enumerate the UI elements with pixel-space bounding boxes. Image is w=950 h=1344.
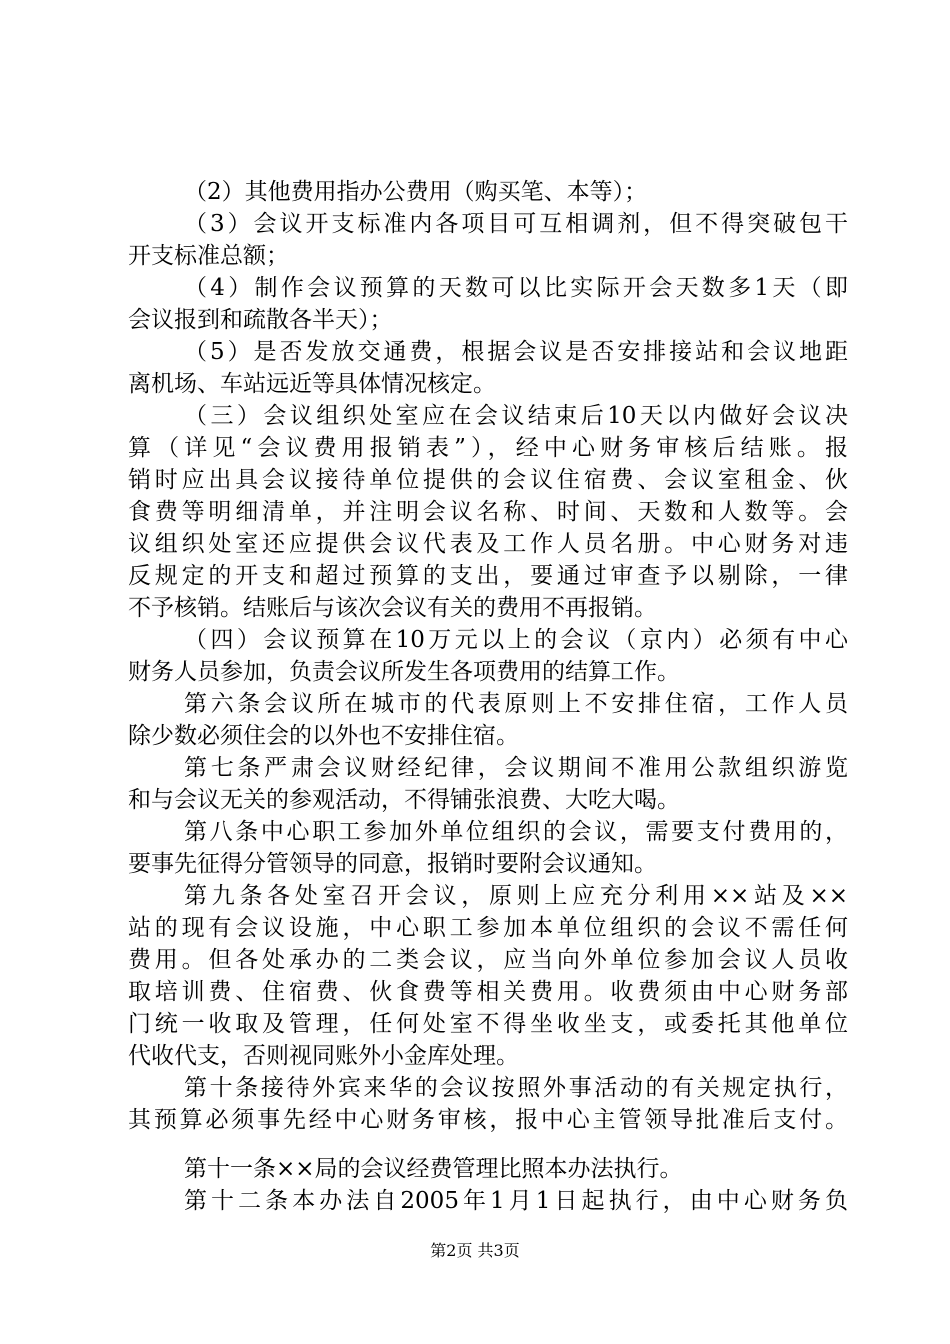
- page-number: 第2页 共3页: [430, 1241, 520, 1260]
- paragraph-line: 第八条中心职工参加外单位组织的会议，需要支付费用的，: [184, 819, 848, 845]
- paragraph-line: 代收代支，否则视同账外小金库处理。: [128, 1043, 519, 1069]
- paragraph-line: 反规定的开支和超过预算的支出，要通过审查予以剔除，一律: [128, 563, 848, 589]
- paragraph-line: 第七条严肃会议财经纪律，会议期间不准用公款组织游览: [184, 755, 848, 781]
- paragraph-line: （3）会议开支标准内各项目可互相调剂，但不得突破包干: [184, 211, 848, 237]
- paragraph-line: 其预算必须事先经中心财务审核，报中心主管领导批准后支付。: [128, 1107, 848, 1133]
- paragraph-line: 财务人员参加，负责会议所发生各项费用的结算工作。: [128, 659, 680, 685]
- paragraph-line: 不予核销。结账后与该次会议有关的费用不再报销。: [128, 595, 657, 621]
- paragraph-line: 取培训费、住宿费、伙食费等相关费用。收费须由中心财务部: [128, 979, 848, 1005]
- paragraph-line: 门统一收取及管理，任何处室不得坐收坐支，或委托其他单位: [128, 1011, 848, 1037]
- paragraph-line: 离机场、车站远近等具体情况核定。: [128, 371, 496, 397]
- paragraph-line: 站的现有会议设施，中心职工参加本单位组织的会议不需任何: [128, 915, 848, 941]
- paragraph-line: 开支标准总额；: [128, 243, 289, 269]
- paragraph-line: 第十一条××局的会议经费管理比照本办法执行。: [184, 1156, 683, 1182]
- paragraph-line: 会议报到和疏散各半天）；: [128, 307, 393, 333]
- paragraph-line: 第十二条本办法自2005年1月1日起执行，由中心财务负: [184, 1188, 848, 1214]
- paragraph-line: （5）是否发放交通费，根据会议是否安排接站和会议地距: [184, 339, 848, 365]
- paragraph-line: 第十条接待外宾来华的会议按照外事活动的有关规定执行，: [184, 1075, 848, 1101]
- paragraph-line: 费用。但各处承办的二类会议，应当向外单位参加会议人员收: [128, 947, 848, 973]
- paragraph-line: （三）会议组织处室应在会议结束后10天以内做好会议决: [184, 403, 848, 429]
- paragraph-line: 食费等明细清单，并注明会议名称、时间、天数和人数等。会: [128, 499, 848, 525]
- paragraph-line: 除少数必须住会的以外也不安排住宿。: [128, 723, 519, 749]
- paragraph-line: （4）制作会议预算的天数可以比实际开会天数多1天（即: [184, 275, 848, 301]
- paragraph-line: 议组织处室还应提供会议代表及工作人员名册。中心财务对违: [128, 531, 848, 557]
- paragraph-line: 第九条各处室召开会议，原则上应充分利用××站及××: [184, 883, 848, 909]
- paragraph-line: （2）其他费用指办公费用（购买笔、本等）；: [184, 179, 648, 205]
- paragraph-line: （四）会议预算在10万元以上的会议（京内）必须有中心: [184, 627, 848, 653]
- paragraph-line: 算（详见“会议费用报销表”），经中心财务审核后结账。报: [128, 435, 848, 461]
- paragraph-line: 销时应出具会议接待单位提供的会议住宿费、会议室租金、伙: [128, 467, 848, 493]
- paragraph-line: 第六条会议所在城市的代表原则上不安排住宿，工作人员: [184, 691, 848, 717]
- paragraph-line: 和与会议无关的参观活动，不得铺张浪费、大吃大喝。: [128, 787, 680, 813]
- paragraph-line: 要事先征得分管领导的同意，报销时要附会议通知。: [128, 851, 657, 877]
